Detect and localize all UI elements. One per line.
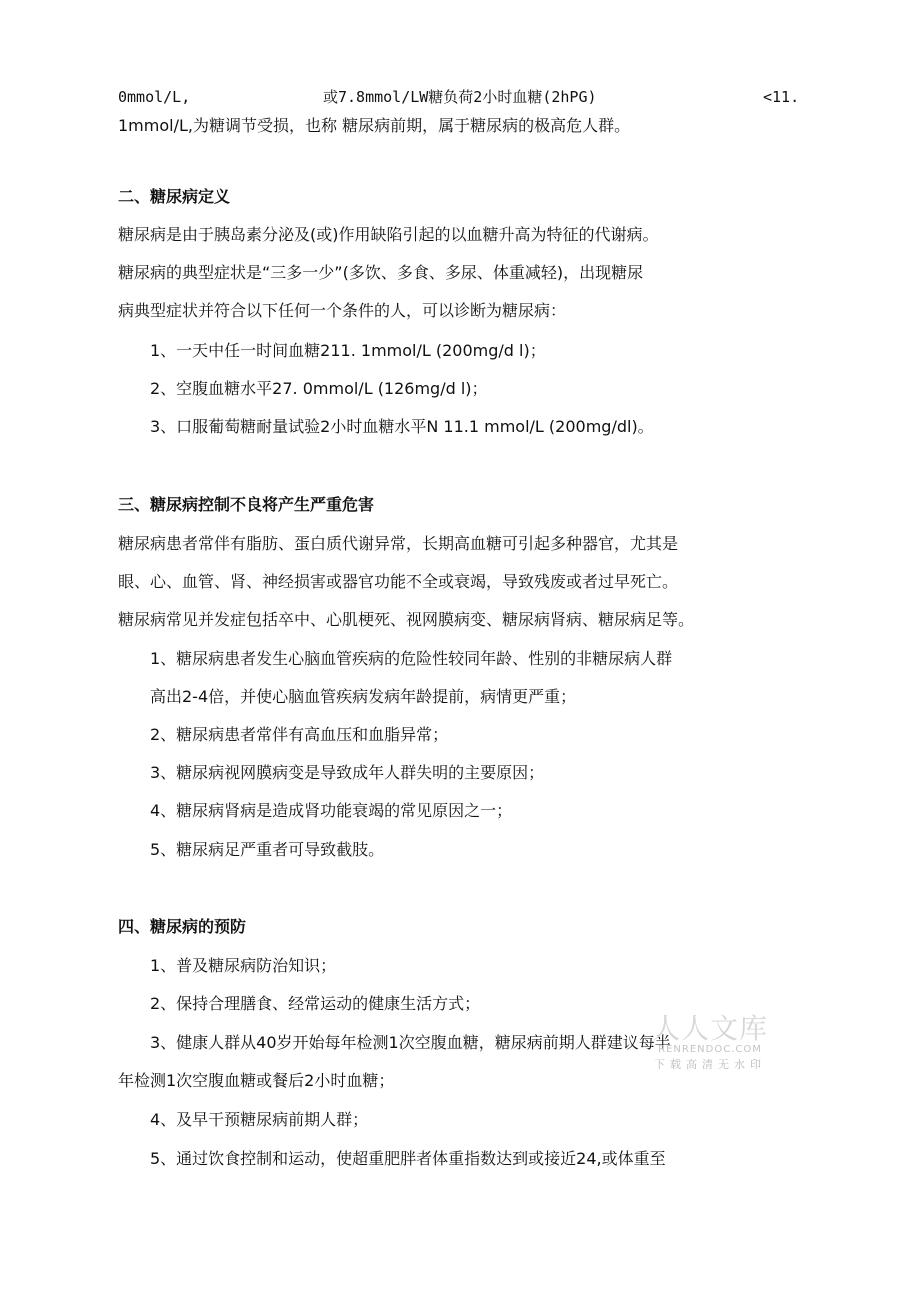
watermark-subtitle: 下载高清无水印	[654, 1058, 766, 1071]
section3-list-item: 2、糖尿病患者常伴有高血压和血脂异常；	[150, 725, 449, 744]
watermark	[640, 1014, 780, 1072]
intro-seg-3: <11.	[763, 88, 800, 106]
section4-list-item-3-line-2: 年检测1次空腹血糖或餐后2小时血糖；	[118, 1071, 395, 1090]
section4-list-item-1: 1、普及糖尿病防治知识；	[150, 956, 337, 975]
section4-list-item-4: 4、及早干预糖尿病前期人群；	[150, 1110, 369, 1129]
section2-list-item: 1、一天中任一时间血糖211. 1mmol/L (200mg/d l)；	[150, 341, 546, 360]
section2-paragraph-2-line-1: 糖尿病的典型症状是“三多一少”(多饮、多食、多尿、体重减轻)，出现糖尿	[118, 263, 644, 282]
section3-list-item-1-line-1: 1、糖尿病患者发生心脑血管疾病的危险性较同年龄、性别的非糖尿病人群	[150, 649, 673, 668]
section4-list-item-3-line-1: 3、健康人群从40岁开始每年检测1次空腹血糖，糖尿病前期人群建议每半	[150, 1033, 671, 1052]
watermark-url: RENRENDOC.COM	[658, 1044, 762, 1055]
section2-paragraph-2-line-2: 病典型症状并符合以下任何一个条件的人，可以诊断为糖尿病：	[118, 301, 567, 320]
section3-paragraph-line-3: 糖尿病常见并发症包括卒中、心肌梗死、视网膜病变、糖尿病肾病、糖尿病足等。	[118, 610, 695, 629]
section4-list-item-5: 5、通过饮食控制和运动，使超重肥胖者体重指数达到或接近24,或体重至	[150, 1149, 666, 1168]
section4-list-item-2: 2、保持合理膳食、经常运动的健康生活方式；	[150, 994, 481, 1013]
section2-paragraph-1: 糖尿病是由于胰岛素分泌及(或)作用缺陷引起的以血糖升高为特征的代谢病。	[118, 225, 659, 244]
watermark-logo-text: 人人文库	[651, 1012, 768, 1045]
section3-list-item-1-line-2: 高出2-4倍，并使心脑血管疾病发病年龄提前，病情更严重；	[150, 687, 577, 706]
section3-paragraph-line-2: 眼、心、血管、肾、神经损害或器官功能不全或衰竭，导致残废或者过早死亡。	[118, 572, 679, 591]
section3-list-item: 5、糖尿病足严重者可导致截肢。	[150, 840, 385, 859]
section2-list-item: 2、空腹血糖水平27. 0mmol/L (126mg/d l)；	[150, 379, 488, 398]
intro-seg-2: 或7.8mmol/LW糖负荷2小时血糖(2hPG)	[323, 88, 597, 106]
intro-seg-1: 0mmol/L,	[118, 88, 191, 106]
intro-line-1	[118, 86, 808, 108]
section3-paragraph-line-1: 糖尿病患者常伴有脂肪、蛋白质代谢异常，长期高血糖可引起多种器官，尤其是	[118, 534, 679, 553]
section3-heading: 三、糖尿病控制不良将产生严重危害	[118, 495, 375, 514]
section3-list-item: 3、糖尿病视网膜病变是导致成年人群失明的主要原因；	[150, 763, 545, 782]
intro-line-2: 1mmol/L,为糖调节受损，也称 糖尿病前期，属于糖尿病的极高危人群。	[118, 116, 631, 135]
section3-list-item: 4、糖尿病肾病是造成肾功能衰竭的常见原因之一；	[150, 801, 513, 820]
section4-heading: 四、糖尿病的预防	[118, 917, 247, 936]
section2-list-item: 3、口服葡萄糖耐量试验2小时血糖水平N 11.1 mmol/L (200mg/dl)。	[150, 417, 654, 436]
section2-heading: 二、糖尿病定义	[118, 187, 231, 206]
